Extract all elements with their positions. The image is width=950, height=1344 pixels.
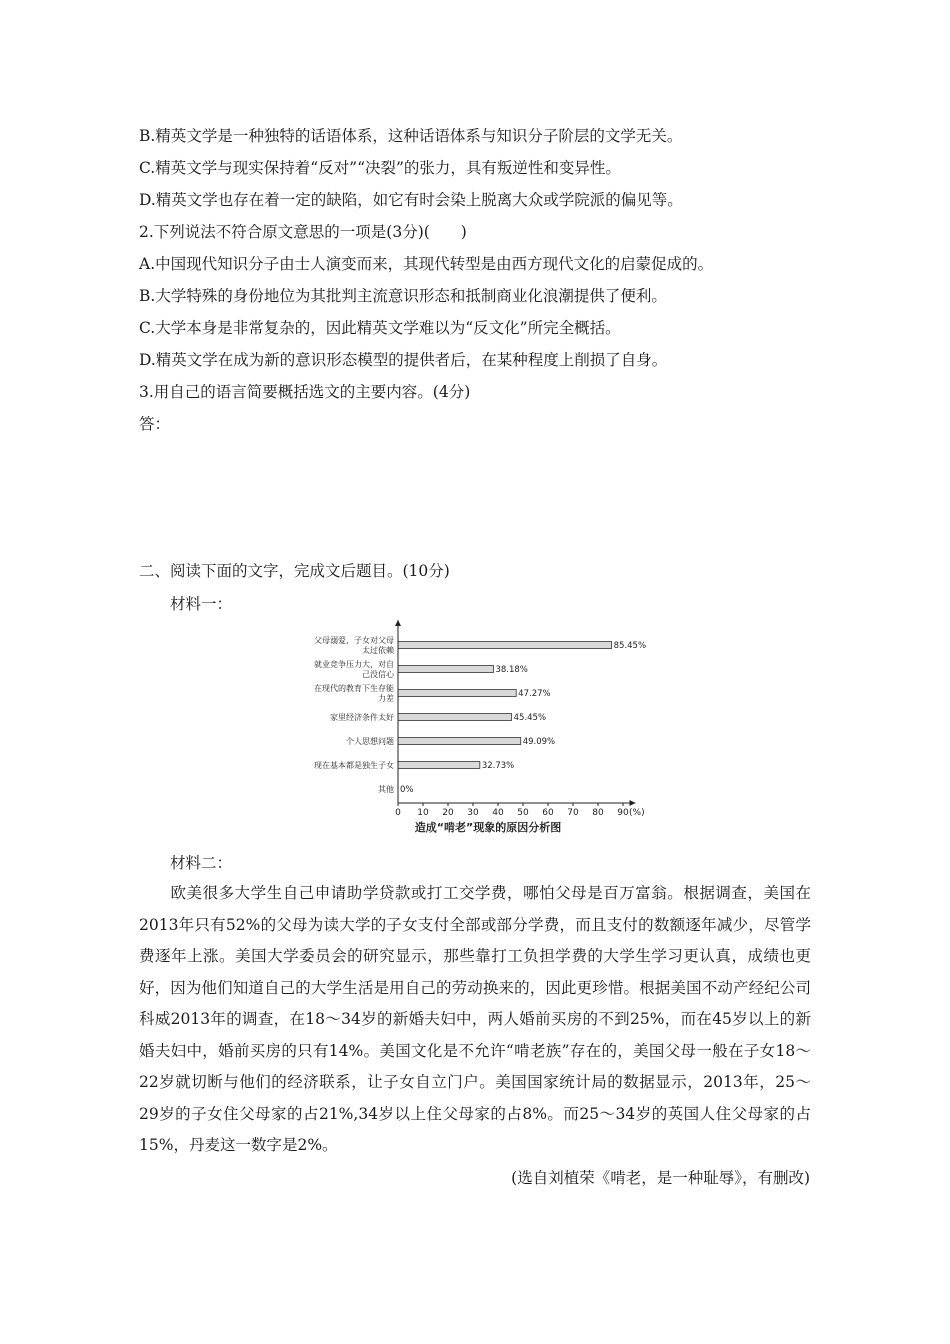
bar [398,666,493,673]
x-axis-unit: (%) [629,808,645,818]
x-tick-label: 70 [567,808,579,818]
y-axis-arrow [395,620,401,626]
x-tick-label: 60 [542,808,554,818]
category-labels [314,635,395,794]
bar [398,762,480,769]
value-label: 49.09% [522,737,556,747]
category-label: 家里经济条件太好 [330,713,394,722]
x-axis-arrow [630,800,636,806]
x-tick-label: 0 [395,808,401,818]
chart-title: 造成“啃老”现象的原因分析图 [414,821,562,834]
category-label: 力差 [378,694,394,703]
x-tick-label: 80 [592,808,604,818]
category-label: 其他 [378,785,394,794]
bar [398,690,516,697]
category-label: 太过依赖 [362,646,394,655]
value-label: 85.45% [613,641,647,651]
source-citation: (选自刘植荣《啃老，是一种耻辱》，有删改) [511,1169,810,1187]
bar [398,714,512,721]
x-tick-label: 10 [417,808,429,818]
x-tick-label: 90 [617,808,629,818]
material-2-paragraph [139,878,811,1162]
material-1-label: 材料一： [170,595,233,613]
value-label: 32.73% [481,761,515,771]
bar [398,738,521,745]
category-label: 父母溺爱，子女对父母 [314,636,394,645]
category-label: 个人思想问题 [346,737,394,746]
option-b-1: B.精英文学是一种独特的话语体系，这种话语体系与知识分子阶层的文学无关。 [139,127,683,145]
value-label: 45.45% [513,713,547,723]
x-tick-label: 40 [492,808,504,818]
option-c-1: C.精英文学与现实保持着“反对”“决裂”的张力，具有叛逆性和变异性。 [139,159,621,177]
question-2-option-a: A.中国现代知识分子由士人演变而来，其现代转型是由西方现代文化的启蒙促成的。 [139,255,714,273]
category-label: 己没信心 [362,670,394,679]
material-2-label: 材料二： [170,854,233,872]
question-2-option-c: C.大学本身是非常复杂的，因此精英文学难以为“反文化”所完全概括。 [139,319,621,337]
value-label: 47.27% [518,689,551,699]
x-ticks [395,803,629,818]
x-tick-label: 50 [517,808,529,818]
answer-label: 答： [139,415,171,433]
value-label: 38.18% [495,665,528,675]
cause-bar-chart [290,612,670,842]
bar [398,642,612,649]
x-tick-label: 30 [467,808,479,818]
question-2-option-b: B.大学特殊的身份地位为其批判主流意识形态和抵制商业化浪潮提供了便利。 [139,287,667,305]
question-3: 3.用自己的语言简要概括选文的主要内容。(4分) [139,383,471,401]
material-2-text: 欧美很多大学生自己申请助学贷款或打工交学费，哪怕父母是百万富翁。根据调查，美国在2013年只有52%的父母为读大学的子女支付全部或部分学费，而且支付的数额逐年减少，尽管学费逐年上涨。美国大学委员会的研究显示，那些靠打工负担学费的大学生学习更认真，成绩也更好，因为他们知道自己的大学生活是用自己的劳动换来的，因此更珍惜。根据美国不动产经纪公司科威2013年的调查，在18～34岁的新婚夫妇中，两人婚前买房的不到25%，而在45岁以上的新婚夫妇中，婚前买房的只有14%。美国文化是不允许“啃老族”存在的，美国父母一般在子女18～22岁就切断与他们的经济联系，让子女自立门户。美国国家统计局的数据显示，2013年，25～29岁的子女住父母家的占21%,34岁以上住父母家的占8%。而25～34岁的英国人住父母家的占15%，丹麦这一数字是2%。 [139,884,811,1154]
value-label: 0% [400,785,414,795]
category-label: 在现代的教育下生存能 [314,684,394,693]
category-label: 现在基本都是独生子女 [314,761,394,770]
question-2: 2.下列说法不符合原文意思的一项是(3分)( ) [139,223,467,241]
x-tick-label: 20 [442,808,454,818]
bars [398,642,612,769]
section-2-heading: 二、阅读下面的文字，完成文后题目。(10分) [139,562,450,580]
question-2-option-d: D.精英文学在成为新的意识形态模型的提供者后，在某种程度上削损了自身。 [139,351,668,369]
category-label: 就业竞争压力大，对自 [314,660,394,669]
option-d-1: D.精英文学也存在着一定的缺陷，如它有时会染上脱离大众或学院派的偏见等。 [139,191,683,209]
